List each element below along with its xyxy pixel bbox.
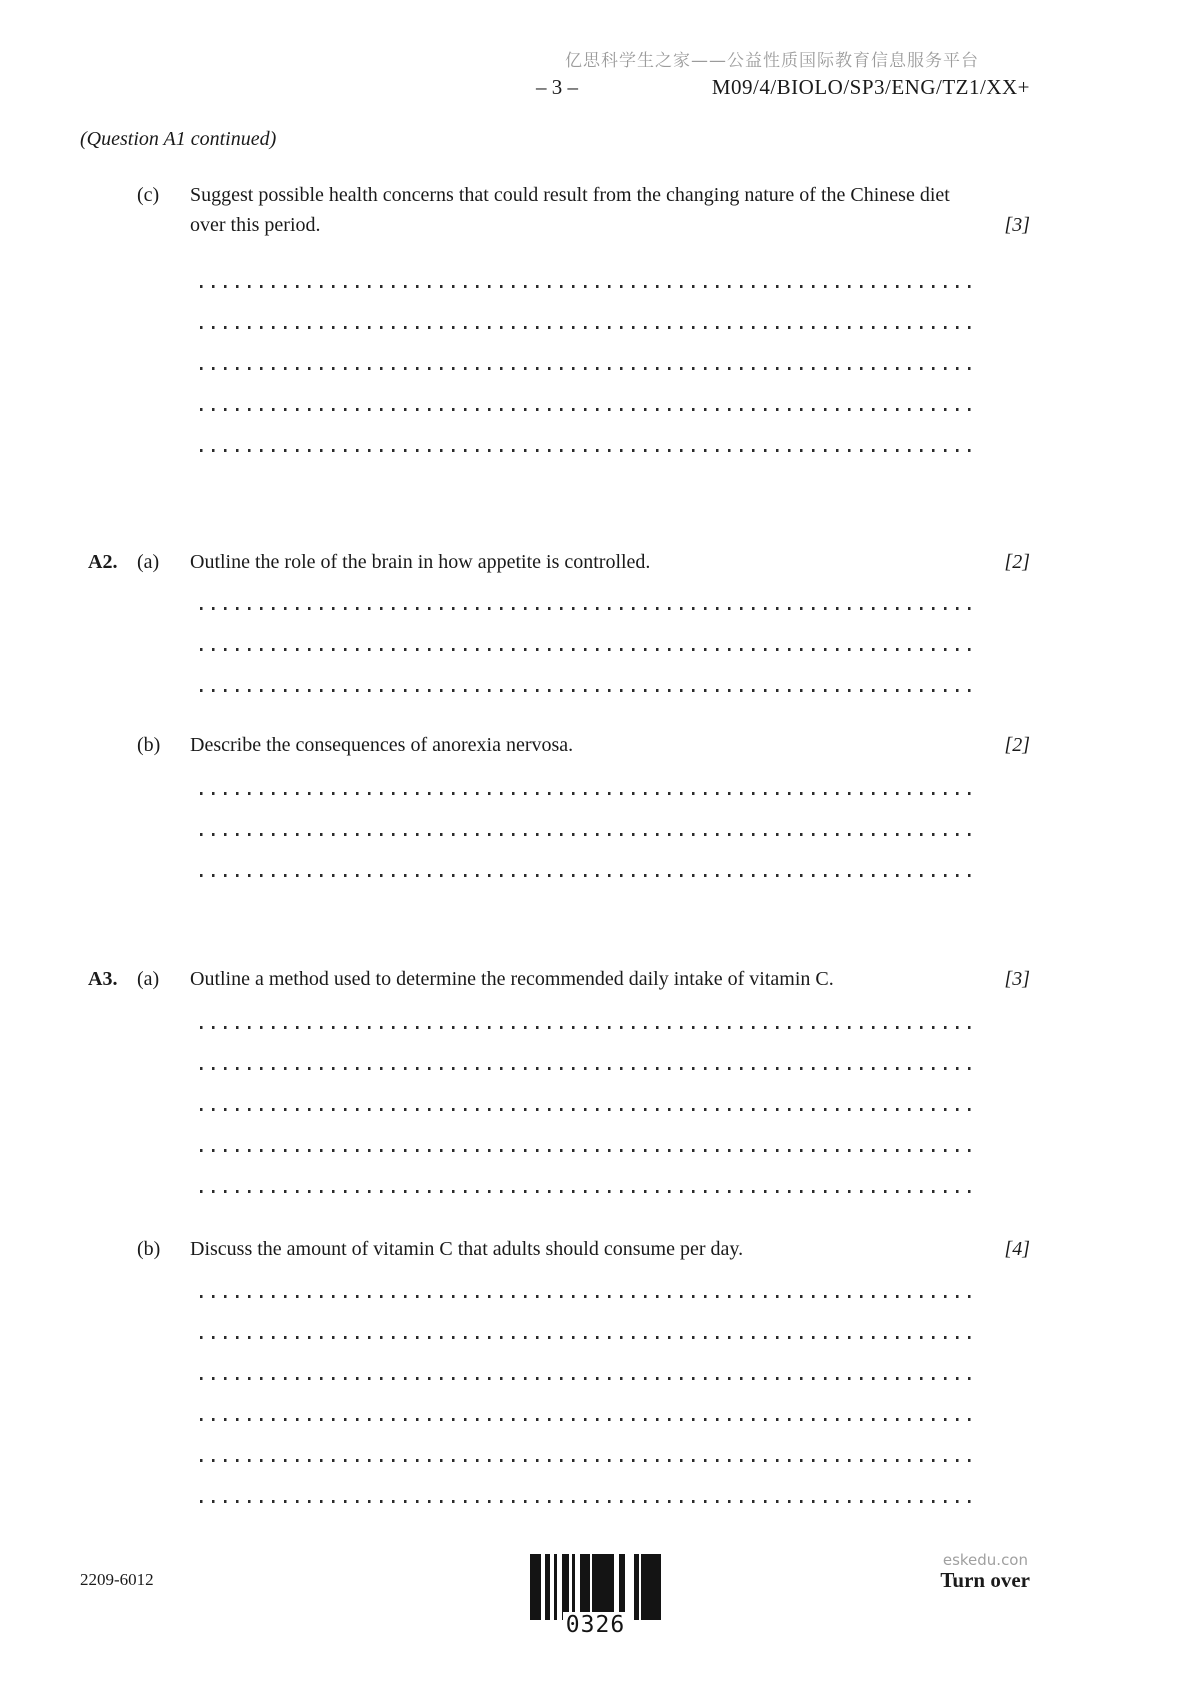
answer-dotted-line [200, 326, 975, 329]
answer-dotted-line [200, 1295, 975, 1298]
continuation-note: (Question A1 continued) [80, 128, 277, 150]
barcode-space [625, 1554, 634, 1620]
turn-over-label: Turn over [940, 1568, 1030, 1592]
question-row-a2a [0, 547, 1191, 577]
answer-dotted-line [200, 1026, 975, 1029]
answer-dotted-line [200, 285, 975, 288]
marks-allocation: [2] [1004, 734, 1030, 756]
answer-dotted-line [200, 648, 975, 651]
answer-dotted-line [200, 1459, 975, 1462]
question-row-a1c [0, 180, 1191, 240]
answer-dotted-line [200, 792, 975, 795]
part-label: (b) [137, 1238, 161, 1260]
answer-dotted-line [200, 874, 975, 877]
answer-dotted-line [200, 449, 975, 452]
answer-dotted-line [200, 1377, 975, 1380]
part-label: (a) [137, 968, 160, 990]
answer-dotted-line [200, 1149, 975, 1152]
barcode-bar [592, 1554, 614, 1620]
answer-dotted-line [200, 689, 975, 692]
marks-allocation: [2] [1004, 551, 1030, 573]
part-label: (c) [137, 184, 160, 206]
question-text: Suggest possible health concerns that could result from the changing nature of the Chinese diet over this period. [190, 184, 950, 236]
question-row-a3a [0, 964, 1191, 994]
marks-allocation: [3] [1004, 968, 1030, 990]
site-watermark: eskedu.con [942, 1551, 1028, 1569]
answer-dotted-line [200, 1190, 975, 1193]
paper-code: M09/4/BIOLO/SP3/ENG/TZ1/XX+ [711, 75, 1030, 99]
answer-dotted-line [200, 1067, 975, 1070]
barcode-bar [580, 1554, 590, 1620]
marks-allocation: [3] [1004, 214, 1030, 236]
question-text: Discuss the amount of vitamin C that adults should consume per day. [190, 1238, 744, 1260]
barcode [530, 1554, 661, 1638]
answer-lines-a2b [200, 792, 975, 915]
footer-doc-code: 2209-6012 [80, 1570, 154, 1589]
marks-allocation: [4] [1004, 1238, 1030, 1260]
answer-lines-a3b [200, 1295, 975, 1541]
question-row-a2b [0, 730, 1191, 760]
answer-dotted-line [200, 1418, 975, 1421]
part-label: (a) [137, 551, 160, 573]
barcode-bar [562, 1554, 569, 1620]
answer-dotted-line [200, 408, 975, 411]
page-number: – 3 – [536, 75, 578, 99]
answer-dotted-line [200, 607, 975, 610]
answer-lines-a3a [200, 1026, 975, 1231]
answer-lines-a1c [200, 285, 975, 490]
answer-dotted-line [200, 1108, 975, 1111]
question-number: A2. [88, 551, 118, 573]
question-row-a3b [0, 1234, 1191, 1264]
answer-lines-a2a [200, 607, 975, 730]
header-watermark: 亿思科学生之家——公益性质国际教育信息服务平台 [565, 51, 979, 71]
barcode-number [530, 1612, 661, 1638]
answer-dotted-line [200, 833, 975, 836]
answer-dotted-line [200, 367, 975, 370]
question-text: Outline a method used to determine the recommended daily intake of vitamin C. [190, 968, 834, 990]
answer-dotted-line [200, 1500, 975, 1503]
question-text: Describe the consequences of anorexia nervosa. [190, 734, 574, 756]
barcode-bar [641, 1554, 661, 1620]
part-label: (b) [137, 734, 161, 756]
question-number: A3. [88, 968, 118, 990]
barcode-number-text: 0326 [563, 1612, 628, 1638]
question-text: Outline the role of the brain in how appetite is controlled. [190, 551, 651, 573]
answer-dotted-line [200, 1336, 975, 1339]
barcode-bar [530, 1554, 541, 1620]
